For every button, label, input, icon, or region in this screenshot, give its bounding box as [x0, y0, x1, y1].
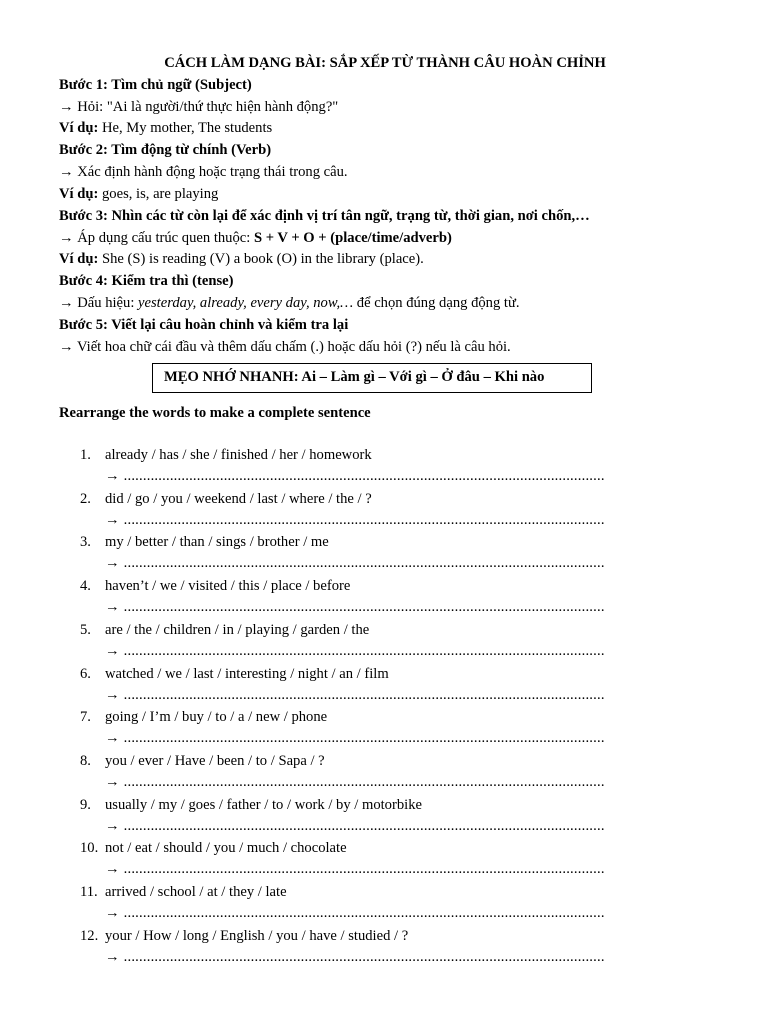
- page-title: CÁCH LÀM DẠNG BÀI: SẮP XẾP TỪ THÀNH CÂU HOÀN CHỈNH: [164, 55, 606, 71]
- question-words: usually / my / goes / father / to / work / by / motorbike: [105, 796, 422, 813]
- guide-text: → Áp dụng cấu trúc quen thuộc:: [59, 230, 254, 246]
- step-3-example: [59, 250, 424, 268]
- step-2-example: [59, 185, 218, 203]
- step-1-guide: → Hỏi: "Ai là người/thứ thực hiện hành động?": [59, 99, 339, 115]
- step-1-heading: Bước 1: Tìm chủ ngữ (Subject): [59, 77, 252, 93]
- answer-line[interactable]: → .............................................................................................................................: [105, 643, 605, 658]
- answer-line[interactable]: → .............................................................................................................................: [105, 687, 605, 702]
- step-1-example: [59, 119, 272, 137]
- example-text: She (S) is reading (V) a book (O) in the library (place).: [98, 251, 424, 267]
- signal-words: yesterday, already, every day, now,…: [138, 295, 354, 311]
- question-number: 9.: [80, 796, 91, 813]
- question-words: are / the / children / in / playing / garden / the: [105, 621, 370, 638]
- answer-line[interactable]: → .............................................................................................................................: [105, 906, 605, 920]
- question-item: [80, 577, 640, 595]
- question-words: not / eat / should / you / much / chocolate: [105, 840, 347, 857]
- question-number: 4.: [80, 578, 91, 595]
- question-item: [80, 533, 640, 551]
- example-label: Ví dụ:: [59, 120, 99, 136]
- question-number: 8.: [80, 752, 91, 769]
- question-number: 11.: [80, 884, 98, 900]
- step-3-guide: [59, 229, 452, 247]
- answer-line[interactable]: → .............................................................................................................................: [105, 862, 605, 877]
- answer-line[interactable]: → .............................................................................................................................: [105, 949, 605, 964]
- question-words: you / ever / Have / been / to / Sapa / ?: [105, 752, 325, 769]
- question-item: [80, 752, 640, 770]
- question-number: 3.: [80, 534, 91, 551]
- answer-line[interactable]: → .............................................................................................................................: [105, 731, 605, 746]
- step-4-guide: [59, 294, 520, 312]
- question-number: 5.: [80, 621, 91, 638]
- answer-line[interactable]: → .............................................................................................................................: [105, 774, 605, 789]
- question-item: [80, 708, 640, 726]
- step-5-heading: Bước 5: Viết lại câu hoàn chỉnh và kiểm tra lại: [59, 317, 349, 333]
- question-number: 12.: [80, 927, 99, 944]
- question-words: your / How / long / English / you / have / studied / ?: [105, 927, 409, 944]
- question-words: watched / we / last / interesting / night / an / film: [105, 665, 389, 682]
- exercise-heading: Rearrange the words to make a complete sentence: [59, 405, 371, 421]
- example-text: goes, is, are playing: [98, 186, 219, 202]
- question-words: arrived / school / at / they / late: [105, 884, 287, 900]
- answer-line[interactable]: → .............................................................................................................................: [105, 600, 605, 615]
- structure-formula: S + V + O + (place/time/adverb): [253, 230, 452, 246]
- question-words: my / better / than / sings / brother / me: [105, 534, 329, 551]
- question-item: [80, 490, 640, 508]
- question-words: going / I’m / buy / to / a / new / phone: [105, 709, 328, 726]
- guide-suffix: để chọn đúng dạng động từ.: [353, 295, 520, 311]
- question-item: [80, 621, 640, 639]
- question-number: 10.: [80, 840, 99, 857]
- step-2-guide: → Xác định hành động hoặc trạng thái trong câu.: [59, 164, 348, 180]
- question-words: haven’t / we / visited / this / place / before: [105, 578, 351, 595]
- answer-line[interactable]: → .............................................................................................................................: [105, 469, 605, 483]
- step-3-heading: Bước 3: Nhìn các từ còn lại để xác định vị trí tân ngữ, trạng từ, thời gian, nơi chốn,…: [59, 208, 590, 224]
- question-item: [80, 665, 640, 683]
- example-text: He, My mother, The students: [98, 120, 273, 136]
- step-5-guide: → Viết hoa chữ cái đầu và thêm dấu chấm (.) hoặc dấu hỏi (?) nếu là câu hỏi.: [59, 339, 511, 355]
- answer-line[interactable]: → .............................................................................................................................: [105, 556, 605, 571]
- guide-text: → Dấu hiệu:: [59, 295, 139, 311]
- question-words: already / has / she / finished / her / homework: [105, 447, 372, 463]
- question-number: 2.: [80, 490, 91, 507]
- question-number: 6.: [80, 665, 91, 682]
- step-4-heading: Bước 4: Kiểm tra thì (tense): [59, 273, 234, 289]
- question-item: [80, 883, 640, 901]
- question-number: 1.: [80, 447, 91, 463]
- example-label: Ví dụ:: [59, 186, 99, 202]
- step-2-heading: Bước 2: Tìm động từ chính (Verb): [59, 142, 272, 158]
- example-label: Ví dụ:: [59, 251, 99, 267]
- question-item: [80, 796, 640, 814]
- answer-line[interactable]: → .............................................................................................................................: [105, 818, 605, 833]
- question-number: 7.: [80, 709, 91, 726]
- tip-box: MẸO NHỚ NHANH: Ai – Làm gì – Với gì – Ở đâu – Khi nào: [152, 363, 592, 393]
- answer-line[interactable]: → .............................................................................................................................: [105, 512, 605, 527]
- question-item: [80, 839, 640, 857]
- question-item: [80, 927, 640, 945]
- question-item: [80, 446, 640, 464]
- question-words: did / go / you / weekend / last / where / the / ?: [105, 490, 372, 507]
